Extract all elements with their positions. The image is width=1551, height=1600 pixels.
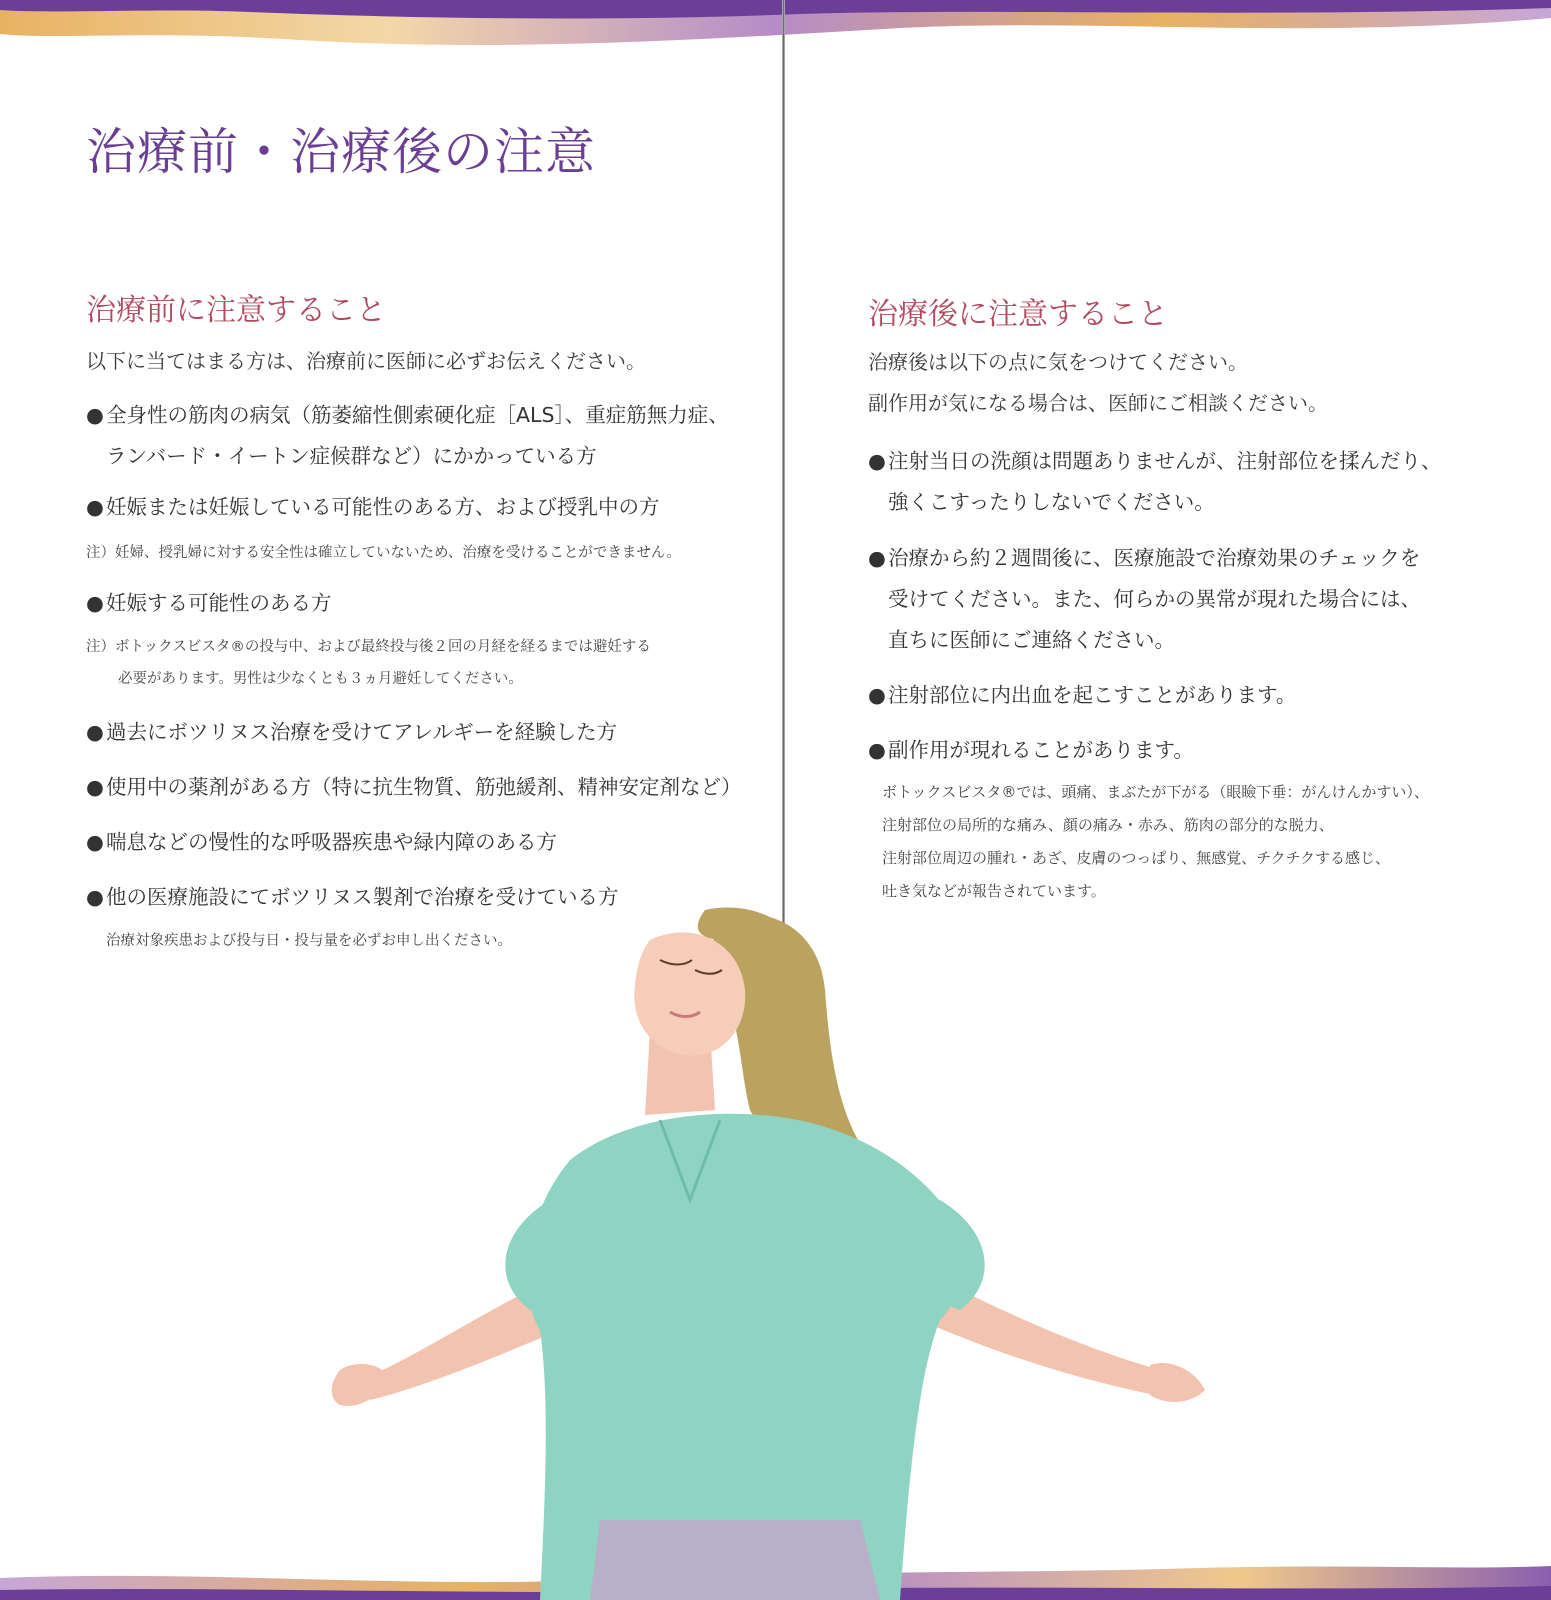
after-item-1: [868, 441, 1508, 523]
after-item-3: [868, 675, 1508, 716]
bullet-icon: ●: [86, 775, 104, 799]
item-text: 副作用が現れることがあります。: [888, 738, 1194, 762]
before-item-4: [86, 712, 776, 753]
note-line-cont: 必要があります。男性は少なくとも３ヵ月避妊してください。: [118, 671, 523, 687]
sub-line: 注射部位周辺の腫れ・あざ、皮膚のつっぱり、無感覚、チクチクする感じ、: [882, 849, 1391, 867]
bullet-icon: ●: [86, 591, 104, 615]
bullet-icon: ●: [868, 449, 886, 473]
note-line: 注）ボトックスビスタ®の投与中、および最終投与後２回の月経を経るまでは避妊する: [86, 639, 651, 655]
after-item-2: [868, 538, 1508, 661]
bullet-icon: ●: [86, 885, 104, 909]
item-text-cont: 受けてください。また、何らかの異常が現れた場合には、: [888, 587, 1421, 611]
after-lead-1: 治療後は以下の点に気をつけてください。: [868, 350, 1248, 374]
item-text-cont: 直ちに医師にご連絡ください。: [888, 628, 1175, 652]
before-lead: 以下に当てはまる方は、治療前に医師に必ずお伝えください。: [86, 349, 646, 373]
woman-illustration: [300, 900, 1240, 1600]
item-text: 使用中の薬剤がある方（特に抗生物質、筋弛緩剤、精神安定剤など）: [106, 775, 742, 799]
bullet-icon: ●: [868, 738, 886, 762]
after-heading: 治療後に注意すること: [868, 297, 1168, 332]
sub-line: 吐き気などが報告されています。: [882, 882, 1106, 900]
top-wave-band: [0, 0, 1551, 60]
item-text: 妊娠する可能性のある方: [106, 591, 332, 615]
after-lead-2: 副作用が気になる場合は、医師にご相談ください。: [868, 391, 1328, 415]
bullet-icon: ●: [86, 720, 104, 744]
sub-line: ボトックスビスタ®では、頭痛、まぶたが下がる（眼瞼下垂：がんけんかすい）、: [882, 783, 1429, 801]
before-item-3-note: [86, 631, 651, 695]
before-item-2: [86, 487, 776, 528]
before-item-1: [86, 395, 776, 477]
item-text: 過去にボツリヌス治療を受けてアレルギーを経験した方: [106, 720, 618, 744]
item-text: 注射部位に内出血を起こすことがあります。: [888, 683, 1297, 707]
after-item-4-sub: [882, 776, 1429, 908]
item-text-cont: 強くこすったりしないでください。: [888, 490, 1215, 514]
bullet-icon: ●: [868, 546, 886, 570]
before-heading: 治療前に注意すること: [86, 293, 386, 328]
item-text: 他の医療施設にてボツリヌス製剤で治療を受けている方: [106, 885, 619, 909]
before-item-5: [86, 767, 786, 808]
before-item-7: [86, 877, 776, 918]
item-text: 治療から約２週間後に、医療施設で治療効果のチェックを: [888, 546, 1421, 570]
before-item-7-note: 治療対象疾患および投与日・投与量を必ずお申し出ください。: [106, 933, 512, 949]
item-text-cont: ランバード・イートン症候群など）にかかっている方: [106, 444, 597, 468]
page-title: 治療前・治療後の注意: [86, 123, 596, 181]
after-item-4: [868, 730, 1508, 771]
item-text: 注射当日の洗顔は問題ありませんが、注射部位を揉んだり、: [888, 449, 1442, 473]
item-text: 妊娠または妊娠している可能性のある方、および授乳中の方: [106, 495, 660, 519]
bullet-icon: ●: [868, 683, 886, 707]
before-item-3: [86, 583, 776, 624]
item-text: 喘息などの慢性的な呼吸器疾患や緑内障のある方: [106, 830, 557, 854]
bullet-icon: ●: [86, 403, 104, 427]
before-item-2-note: 注）妊婦、授乳婦に対する安全性は確立していないため、治療を受けることができません。: [86, 545, 681, 561]
bullet-icon: ●: [86, 495, 104, 519]
bullet-icon: ●: [86, 830, 104, 854]
before-item-6: [86, 822, 776, 863]
item-text: 全身性の筋肉の病気（筋萎縮性側索硬化症［ALS］、重症筋無力症、: [106, 403, 729, 427]
sub-line: 注射部位の局所的な痛み、顔の痛み・赤み、筋肉の部分的な脱力、: [882, 816, 1334, 834]
